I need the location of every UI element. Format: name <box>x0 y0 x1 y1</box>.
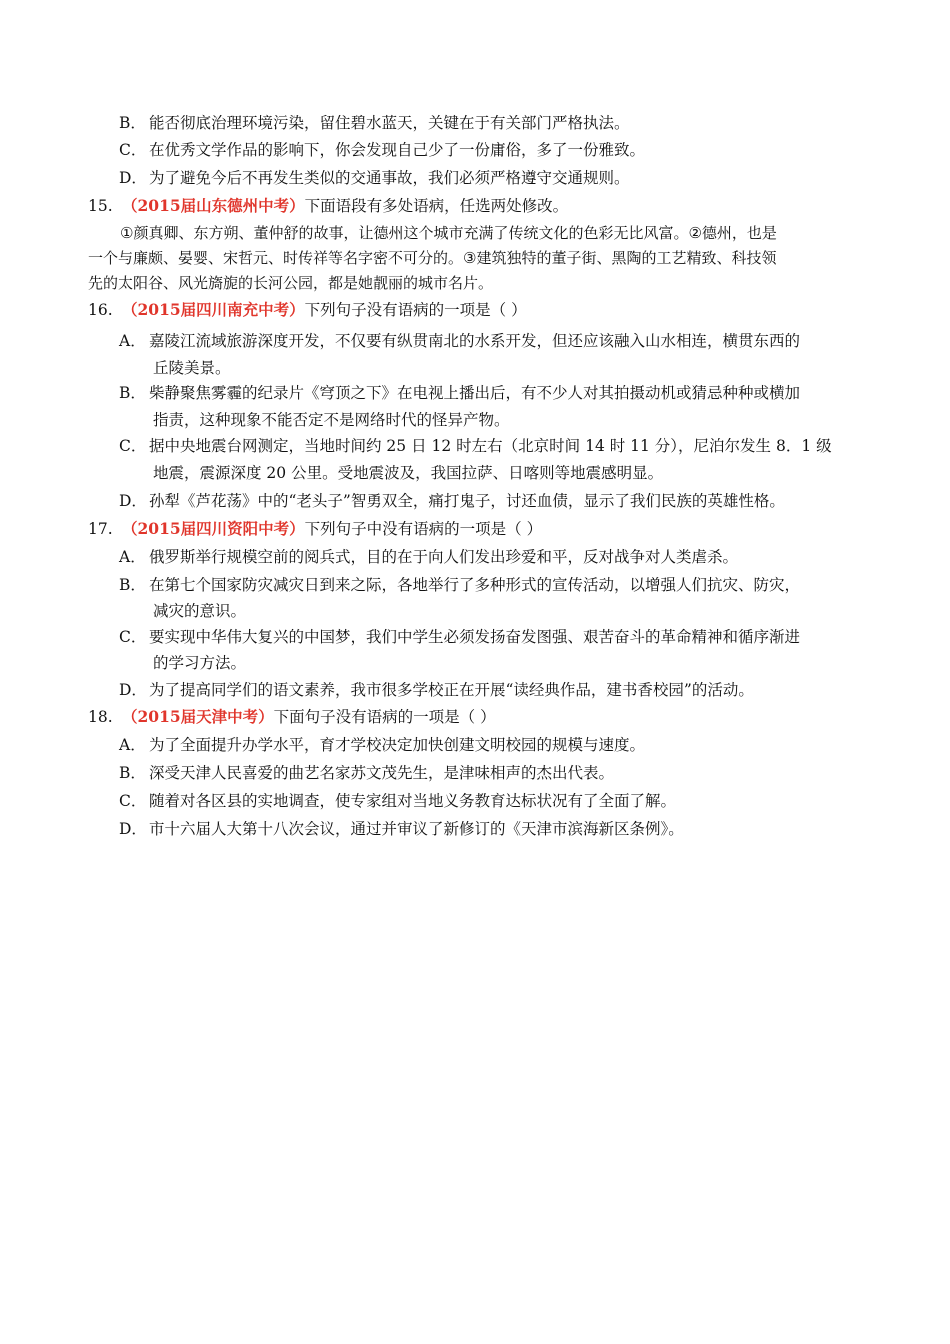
question-source: （2015届天津中考） <box>122 707 274 726</box>
q14-option-c <box>119 140 645 160</box>
option-letter: A． <box>119 332 146 350</box>
q17-option-c-continued: 的学习方法。 <box>153 654 247 672</box>
option-letter: D． <box>119 681 147 699</box>
q18-header <box>88 707 496 727</box>
option-text: 要实现中华伟大复兴的中国梦，我们中学生必须发扬奋发图强、艰苦奋斗的革命精神和循序渐进 <box>149 628 801 646</box>
question-stem: 下列句子没有语病的一项是（ ） <box>304 301 527 319</box>
option-text: 为了提高同学们的语文素养，我市很多学校正在开展“读经典作品，建书香校园”的活动。 <box>149 681 754 699</box>
q17-option-c <box>119 627 800 647</box>
option-letter: A． <box>119 736 146 754</box>
option-text: 为了全面提升办学水平，育才学校决定加快创建文明校园的规模与速度。 <box>149 736 646 754</box>
q18-option-d <box>119 819 684 839</box>
q16-option-c <box>119 436 832 456</box>
option-letter: C． <box>119 437 147 455</box>
q15-header <box>88 196 568 216</box>
option-text: 能否彻底治理环境污染，留住碧水蓝天，关键在于有关部门严格执法。 <box>149 114 630 132</box>
option-letter: A． <box>119 548 146 566</box>
q17-option-b-continued: 减灾的意识。 <box>153 602 247 620</box>
question-number: 17. <box>88 520 113 538</box>
option-text: 随着对各区县的实地调查，使专家组对当地义务教育达标状况有了全面了解。 <box>149 792 677 810</box>
question-source: （2015届四川南充中考） <box>122 300 305 319</box>
q14-option-b <box>119 113 630 133</box>
option-letter: C． <box>119 792 147 810</box>
option-text: 柴静聚焦雾霾的纪录片《穹顶之下》在电视上播出后，有不少人对其拍摄动机或猜忌种种或横加 <box>149 384 801 402</box>
option-text: 嘉陵江流域旅游深度开发，不仅要有纵贯南北的水系开发，但还应该融入山水相连，横贯东西的 <box>149 332 801 350</box>
question-stem: 下面句子没有语病的一项是（ ） <box>273 708 496 726</box>
question-number: 18. <box>88 708 113 726</box>
option-letter: B． <box>119 764 146 782</box>
question-stem: 下列句子中没有语病的一项是（ ） <box>304 520 543 538</box>
q16-option-a <box>119 331 800 351</box>
option-text: 在优秀文学作品的影响下，你会发现自己少了一份庸俗，多了一份雅致。 <box>149 141 646 159</box>
q17-option-b <box>119 575 800 595</box>
option-text: 俄罗斯举行规模空前的阅兵式，目的在于向人们发出珍爱和平，反对战争对人类虐杀。 <box>149 548 739 566</box>
option-letter: C． <box>119 628 147 646</box>
option-text: 据中央地震台网测定，当地时间约 25 日 12 时左右（北京时间 14 时 11 分），尼泊尔发生 8．1 级 <box>149 437 832 455</box>
option-text: 在第七个国家防灾减灾日到来之际，各地举行了多种形式的宣传活动，以增强人们抗灾、防灾， <box>149 576 801 594</box>
question-number: 16. <box>88 301 113 319</box>
option-letter: B． <box>119 384 146 402</box>
q16-option-b-continued: 指责，这种现象不能否定不是网络时代的怪异产物。 <box>153 411 510 429</box>
option-text: 为了避免今后不再发生类似的交通事故，我们必须严格遵守交通规则。 <box>149 169 630 187</box>
q17-option-d <box>119 680 754 700</box>
option-letter: B． <box>119 114 146 132</box>
option-text: 深受天津人民喜爱的曲艺名家苏文茂先生，是津味相声的杰出代表。 <box>149 764 615 782</box>
q18-option-a <box>119 735 645 755</box>
q16-option-b <box>119 383 800 403</box>
q16-header <box>88 300 527 320</box>
q16-option-c-continued: 地震，震源深度 20 公里。受地震波及，我国拉萨、日喀则等地震感明显。 <box>153 464 664 482</box>
option-letter: D． <box>119 492 147 510</box>
q18-option-b <box>119 763 614 783</box>
q16-option-d <box>119 491 785 511</box>
q15-paragraph-line-1: ①颜真卿、东方朔、董仲舒的故事，让德州这个城市充满了传统文化的色彩无比风富。②德州，也是 <box>120 224 777 242</box>
q16-option-a-continued: 丘陵美景。 <box>153 359 231 377</box>
question-stem: 下面语段有多处语病，任选两处修改。 <box>304 197 569 215</box>
option-letter: C． <box>119 141 147 159</box>
q18-option-c <box>119 791 676 811</box>
option-text: 市十六届人大第十八次会议，通过并审议了新修订的《天津市滨海新区条例》。 <box>149 820 684 838</box>
option-text: 孙犁《芦花荡》中的“老头子”智勇双全，痛打鬼子，讨还血债，显示了我们民族的英雄性格。 <box>149 492 785 510</box>
question-number: 15. <box>88 197 113 215</box>
option-letter: D． <box>119 169 147 187</box>
question-source: （2015届山东德州中考） <box>122 196 305 215</box>
option-letter: D． <box>119 820 147 838</box>
q17-header <box>88 519 542 539</box>
q15-paragraph-line-2: 一个与廉颇、晏婴、宋哲元、时传祥等名字密不可分的。③建筑独特的董子街、黑陶的工艺精致、科技领 <box>88 249 777 267</box>
option-letter: B． <box>119 576 146 594</box>
q17-option-a <box>119 547 738 567</box>
question-source: （2015届四川资阳中考） <box>122 519 305 538</box>
q14-option-d <box>119 168 630 188</box>
q15-paragraph-line-3: 先的太阳谷、风光旖旎的长河公园，都是她靓丽的城市名片。 <box>88 274 494 292</box>
